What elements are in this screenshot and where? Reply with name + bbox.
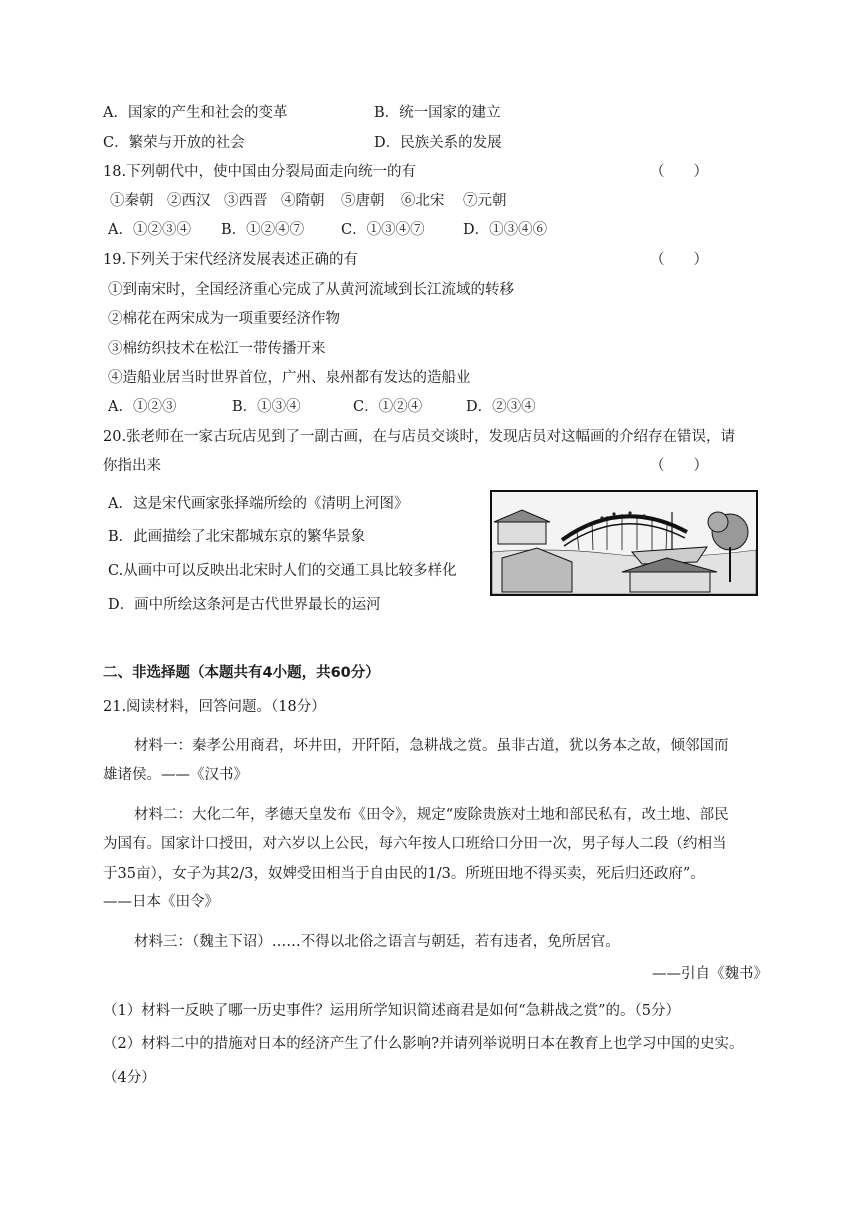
q17-option-d: D．民族关系的发展: [374, 135, 502, 151]
q18-stem: 18.下列朝代中，使中国由分裂局面走向统一的有: [103, 164, 417, 180]
q21-material1-line2: 雄诸侯。——《汉书》: [103, 767, 248, 783]
q18-item: ④隋朝: [281, 193, 325, 209]
q19-option: B．①③④: [232, 399, 301, 415]
q18-options: [108, 220, 547, 240]
q21-material2-line3: 于35亩），女子为其2/3，奴婢受田相当于自由民的1/3。所班田地不得买卖，死后归还政府”。: [103, 866, 705, 882]
q18-item: ③西晋: [224, 193, 268, 209]
q18-item: ⑤唐朝: [341, 193, 385, 209]
q20-stem-line2: 你指出来: [103, 458, 161, 474]
q17-option-b: B．统一国家的建立: [374, 105, 501, 121]
q19-stem: 19.下列关于宋代经济发展表述正确的有: [103, 252, 359, 268]
q18-item: ①秦朝: [110, 193, 154, 209]
q19-option: D．②③④: [466, 399, 536, 415]
q18-option: D．①③④⑥: [463, 222, 548, 238]
q19-option: A．①②③: [108, 399, 177, 415]
q18-item: ②西汉: [167, 193, 211, 209]
painting-svg: [492, 492, 756, 594]
painting-illustration: [490, 490, 758, 596]
q21-material2-line1: 材料二：大化二年，孝德天皇发布《田令》，规定“废除贵族对土地和部民私有，改土地、部民: [134, 807, 729, 823]
q21-material3-source: ——引自《魏书》: [652, 966, 768, 982]
q18-option: A．①②③④: [108, 222, 191, 238]
q20-option-b: B．此画描绘了北宋都城东京的繁华景象: [108, 529, 366, 545]
q18-item: ⑦元朝: [463, 193, 507, 209]
q17-option-a: A．国家的产生和社会的变革: [103, 105, 288, 121]
q21-material3-line1: 材料三：（魏主下诏）……不得以北俗之语言与朝廷，若有违者，免所居官。: [134, 934, 620, 950]
q19-item-2: ②棉花在两宋成为一项重要经济作物: [108, 311, 340, 327]
q21-subquestion-1: （1）材料一反映了哪一历史事件？运用所学知识简述商君是如何“急耕战之赏”的。（5分）: [103, 1003, 681, 1019]
q19-option: C．①②④: [353, 399, 423, 415]
q21-material2-line2: 为国有。国家计口授田，对六岁以上公民，每六年按人口班给口分田一次，男子每人二段（约相当: [103, 836, 727, 852]
q18-option: C．①③④⑦: [341, 222, 425, 238]
q18-item: ⑥北宋: [401, 193, 445, 209]
q17-option-c: C．繁荣与开放的社会: [103, 135, 245, 151]
section-heading: 二、非选择题（本题共有4小题，共60分）: [103, 665, 380, 681]
q21-material2-source: ——日本《田令》: [103, 894, 219, 910]
q19-item-4: ④造船业居当时世界首位，广州、泉州都有发达的造船业: [108, 370, 471, 386]
q21-stem: 21.阅读材料，回答问题。（18分）: [103, 699, 326, 715]
q20-stem-line1: 20.张老师在一家古玩店见到了一副古画，在与店员交谈时，发现店员对这幅画的介绍存在错误，请: [103, 429, 736, 445]
q20-answer-paren: （ ）: [650, 458, 708, 474]
q19-item-1: ①到南宋时，全国经济重心完成了从黄河流域到长江流域的转移: [108, 282, 514, 298]
q20-option-d: D．画中所绘这条河是古代世界最长的运河: [108, 597, 381, 613]
q20-option-c: C.从画中可以反映出北宋时人们的交通工具比较多样化: [108, 563, 457, 579]
q21-subquestion-2-line2: （4分）: [103, 1070, 156, 1086]
q19-answer-paren: （ ）: [650, 252, 708, 268]
q21-subquestion-2-line1: （2）材料二中的措施对日本的经济产生了什么影响?并请列举说明日本在教育上也学习中国的史实。: [103, 1036, 744, 1052]
q21-material1-line1: 材料一：秦孝公用商君，坏井田，开阡陌，急耕战之赏。虽非古道，犹以务本之故，倾邻国而: [134, 738, 729, 754]
q18-option: B．①②④⑦: [221, 222, 305, 238]
q19-item-3: ③棉纺织技术在松江一带传播开来: [108, 341, 326, 357]
q18-answer-paren: （ ）: [650, 164, 708, 180]
q20-option-a: A．这是宋代画家张择端所绘的《清明上河图》: [108, 496, 409, 512]
q19-options: [108, 397, 536, 417]
q18-items: [110, 191, 507, 211]
